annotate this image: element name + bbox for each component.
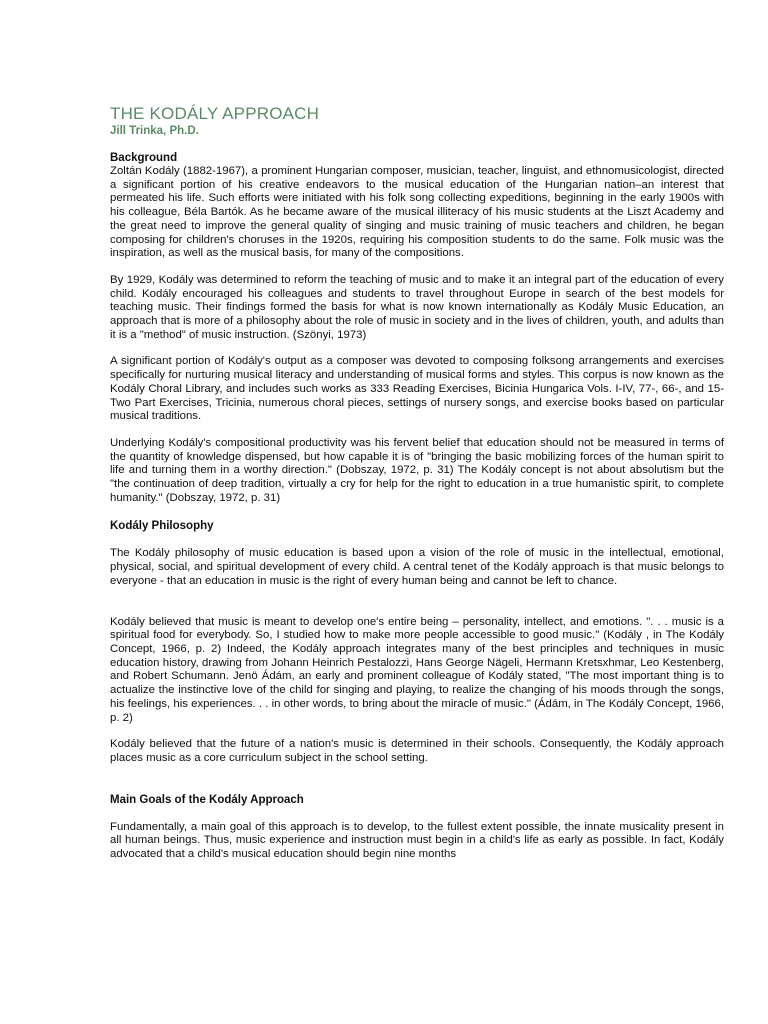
philosophy-paragraph-1: The Kodály philosophy of music education is based upon a vision of the role of music in the intellectual, emotional, physical, social, and spiritual development of every child. A central tenet of the Kodály approach is that music belongs to everyone - that an education in music is the right of every human being and cannot be left to chance. <box>110 547 724 587</box>
background-paragraph-1: Zoltán Kodály (1882-1967), a prominent Hungarian composer, musician, teacher, linguist, and ethnomusicologist, directed a significant portion of his creative endeavors to the musical education of the Hungarian nation–an interest that permeated his life. Such efforts were initiated with his folk song collecting expeditions, beginning in the early 1900s with his colleague, Béla Bartók. As he became aware of the musical illiteracy of his music students at the Liszt Academy and the great need to improve the general quality of singing and music training of music teachers and children, he began composing for children's choruses in the 1920s, requiring his composition students to do the same. Folk music was the inspiration, as well as the musical basis, for many of the compositions. <box>110 165 724 260</box>
section-heading-goals: Main Goals of the Kodály Approach <box>110 793 304 806</box>
document-title: THE KODÁLY APPROACH <box>110 104 320 123</box>
goals-paragraph-1: Fundamentally, a main goal of this approach is to develop, to the fullest extent possible, the innate musicality present in all human beings. Thus, music experience and instruction must begin in a child's life as early as possible. In fact, Kodály advocated that a child's musical education should begin nine months <box>110 820 724 861</box>
document-author: Jill Trinka, Ph.D. <box>110 125 199 137</box>
background-paragraph-3: A significant portion of Kodály's output as a composer was devoted to composing folksong arrangements and exercises specifically for nurturing musical literacy and understanding of musical forms and styles. This corpus is now known as the Kodály Choral Library, and includes such works as 333 Reading Exercises, Bicinia Hungarica Vols. I-IV, 77-, 66-, and 15-Two Part Exercises, Tricinia, numerous choral pieces, settings of nursery songs, and exercise books based on particular musical traditions. <box>110 355 724 423</box>
document-content <box>110 104 724 862</box>
section-heading-philosophy: Kodály Philosophy <box>110 520 214 533</box>
background-paragraph-4: Underlying Kodály's compositional productivity was his fervent belief that education should not be measured in terms of the quantity of knowledge dispensed, but how capable it is of "bringing the basic mobilizing forces of the human spirit to life and turning them in a worthy direction." (Dobszay, 1972, p. 31) The Kodály concept is not about absolutism but the "the continuation of deep tradition, virtually a cry for help for the right to education in a true humanistic spirit, to complete humanity." (Dobszay, 1972, p. 31) <box>110 436 724 504</box>
philosophy-paragraph-2: Kodály believed that music is meant to develop one's entire being – personality, intellect, and emotions. ". . . music is a spiritual food for everybody. So, I studied how to make more people accessible to good music." (Kodály , in The Kodály Concept, 1966, p. 2) Indeed, the Kodály approach integrates many of the best principles and techniques in music education history, drawing from Johann Heinrich Pestalozzi, Hans George Nägeli, Hermann Kretsxhmar, Leo Kestenberg, and Robert Schumann. Jenö Ádám, an early and prominent colleague of Kodály stated, "The most important thing is to actualize the instinctive love of the child for singing and playing, to realize the changing of his moods through the songs, his feelings, his experiences. . . in other words, to bring about the miracle of music." (Ádám, in The Kodály Concept, 1966, p. 2) <box>110 615 724 724</box>
philosophy-paragraph-3: Kodály believed that the future of a nation's music is determined in their schools. Consequently, the Kodály approach places music as a core curriculum subject in the school setting. <box>110 738 724 764</box>
background-paragraph-2: By 1929, Kodály was determined to reform the teaching of music and to make it an integral part of the education of every child. Kodály encouraged his colleagues and students to travel throughout Europe in search of the best models for teaching music. Their findings formed the basis for what is now known internationally as Kodály Music Education, an approach that is more of a philosophy about the role of music in society and in the lives of children, youth, and adults than it is a "method" of music instruction. (Szönyi, 1973) <box>110 273 724 341</box>
section-heading-background: Background <box>110 152 178 164</box>
